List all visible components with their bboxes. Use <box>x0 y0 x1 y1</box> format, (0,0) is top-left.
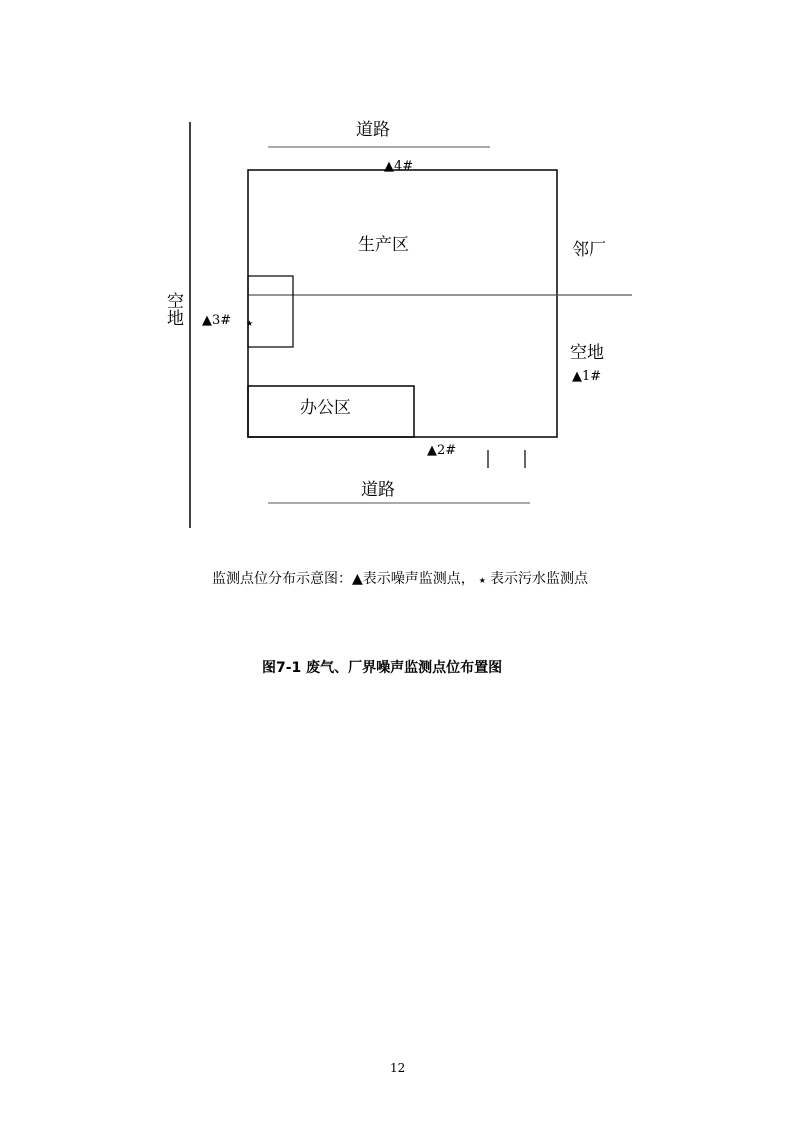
site-boundary-rect <box>248 170 557 437</box>
vacant-right-label: 空地 <box>570 343 604 363</box>
office-area-label: 办公区 <box>300 398 351 418</box>
legend-noise-text: 表示噪声监测点， <box>362 571 475 587</box>
water-point-star: ★ <box>246 319 254 328</box>
production-area-label: 生产区 <box>358 235 409 255</box>
road-top-label: 道路 <box>356 120 390 140</box>
water-point-icon: ★ <box>478 576 486 585</box>
noise-point-icon: ▲ <box>352 571 363 587</box>
neighbor-factory-label: 邻厂 <box>572 240 606 260</box>
point-2-label: ▲2# <box>427 443 457 458</box>
page-number: 12 <box>390 1061 406 1075</box>
point-3-label: ▲3# <box>202 313 232 328</box>
road-bottom-label: 道路 <box>361 480 395 500</box>
legend-title: 监测点位分布示意图： <box>212 571 352 587</box>
legend-water-text: 表示污水监测点 <box>489 571 588 587</box>
point-4-label: ▲4# <box>384 159 414 174</box>
point-1-label: ▲1# <box>572 369 602 384</box>
vacant-left-label: 空地 <box>163 292 183 326</box>
small-facility-rect <box>248 276 293 347</box>
figure-caption: 图7-1 废气、厂界噪声监测点位布置图 <box>262 660 503 676</box>
legend <box>212 572 588 586</box>
